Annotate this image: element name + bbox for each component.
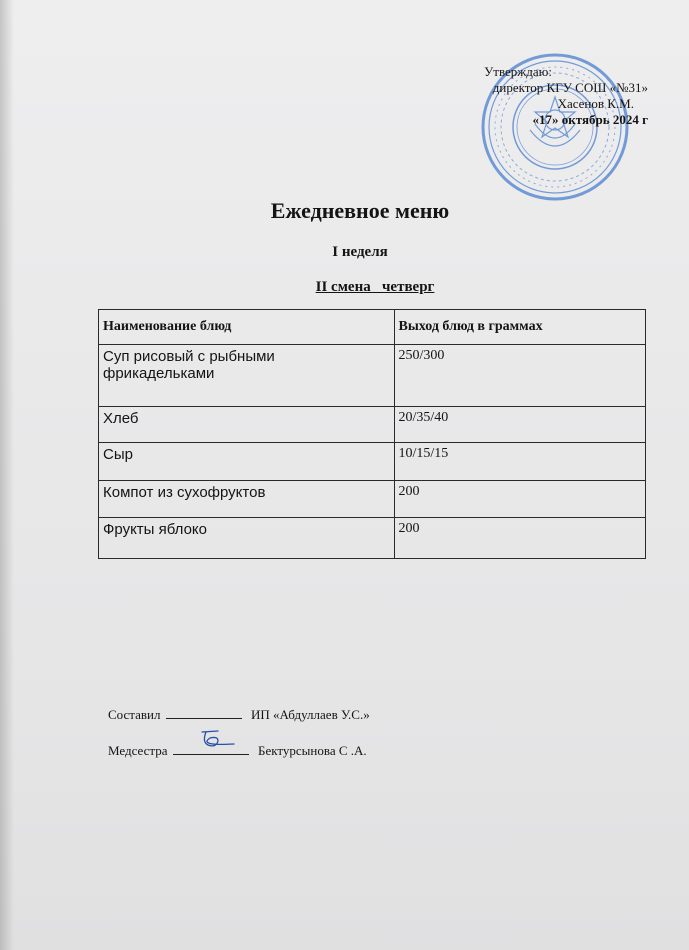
dish-output: 200	[394, 518, 645, 559]
table-row	[99, 518, 646, 559]
approval-position: директор КГУ СОШ «№31»	[492, 80, 648, 95]
approval-name: Хасенов К.М.	[557, 96, 634, 111]
menu-table	[98, 309, 646, 559]
dish-output: 20/35/40	[394, 407, 645, 443]
table-row	[99, 345, 646, 407]
table-row	[99, 407, 646, 443]
table-header-row	[99, 310, 646, 345]
dish-name: Хлеб	[99, 407, 395, 443]
signature-blank	[166, 706, 242, 719]
dish-name: Сыр	[99, 443, 395, 481]
dish-name: Компот из сухофруктов	[99, 481, 395, 518]
week-label: I неделя	[332, 244, 388, 260]
compiled-by-name: ИП «Абдуллаев У.С.»	[250, 707, 370, 722]
page-edge-shadow	[0, 0, 14, 950]
dish-name: Фрукты яблоко	[99, 518, 395, 559]
header-output-grams: Выход блюд в граммах	[394, 310, 645, 345]
table-row	[99, 443, 646, 481]
handwritten-signature	[196, 728, 236, 750]
compiled-by-label: Составил	[108, 707, 161, 722]
approval-block	[470, 64, 670, 128]
shift-day-label: II смена четверг	[315, 279, 435, 295]
page-title: Ежедневное меню	[270, 198, 450, 223]
compiled-by-line	[108, 706, 370, 723]
dish-output: 10/15/15	[394, 443, 645, 481]
header-dish-name: Наименование блюд	[99, 310, 395, 345]
dish-output: 250/300	[394, 345, 645, 407]
approval-label: Утверждаю:	[484, 64, 552, 79]
nurse-line	[108, 742, 367, 759]
dish-name: Суп рисовый с рыбными фрикадельками	[99, 345, 395, 407]
nurse-name: Бектурсынова С .А.	[258, 743, 367, 758]
approval-date: «17» октябрь 2024 г	[532, 112, 648, 127]
table-row	[99, 481, 646, 518]
nurse-label: Медсестра	[108, 743, 168, 758]
dish-output: 200	[394, 481, 645, 518]
